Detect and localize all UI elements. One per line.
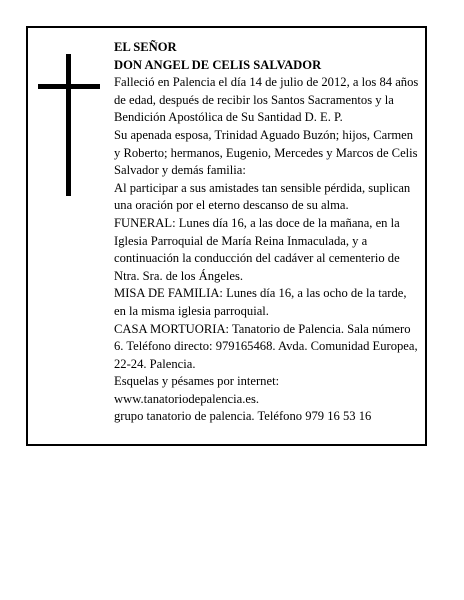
funeral-info: FUNERAL: Lunes día 16, a las doce de la mañana, en la Iglesia Parroquial de María Reina Inmaculada, y a continuación la conducción del cadáver al cementerio de Ntra. Sra. de los Ángeles. [114,215,400,283]
family-mass-info: MISA DE FAMILIA: Lunes día 16, a las ocho de la tarde, en la misma iglesia parroquial. [114,286,407,318]
internet-condolences: Esquelas y pésames por internet: www.tanatoriodepalencia.es. [114,374,280,406]
deceased-name: DON ANGEL DE CELIS SALVADOR [114,57,322,72]
prayer-request: Al participar a sus amistades tan sensible pérdida, suplican una oración por el eterno descanso de su alma. [114,180,411,213]
obituary-text [114,39,420,426]
cross-icon [66,54,71,196]
cross-icon-crossbar [38,84,100,89]
heading-title: EL SEÑOR [114,40,177,54]
family-list: Su apenada esposa, Trinidad Aguado Buzón; hijos, Carmen y Roberto; hermanos, Eugenio, Mercedes y Marcos de Celis Salvador y demás familia: [114,127,418,178]
funeral-home-info: CASA MORTUORIA: Tanatorio de Palencia. Sala número 6. Teléfono directo: 979165468. Avda. Comunidad Europea, 22-24. Palencia. [114,321,418,371]
funeral-group-contact: grupo tanatorio de palencia. Teléfono 979 16 53 16 [114,409,372,424]
death-details: Falleció en Palencia el día 14 de julio de 2012, a los 84 años de edad, después de recibir los Santos Sacramentos y la Bendición Apostólica de Su Santidad D. E. P. [114,75,419,125]
